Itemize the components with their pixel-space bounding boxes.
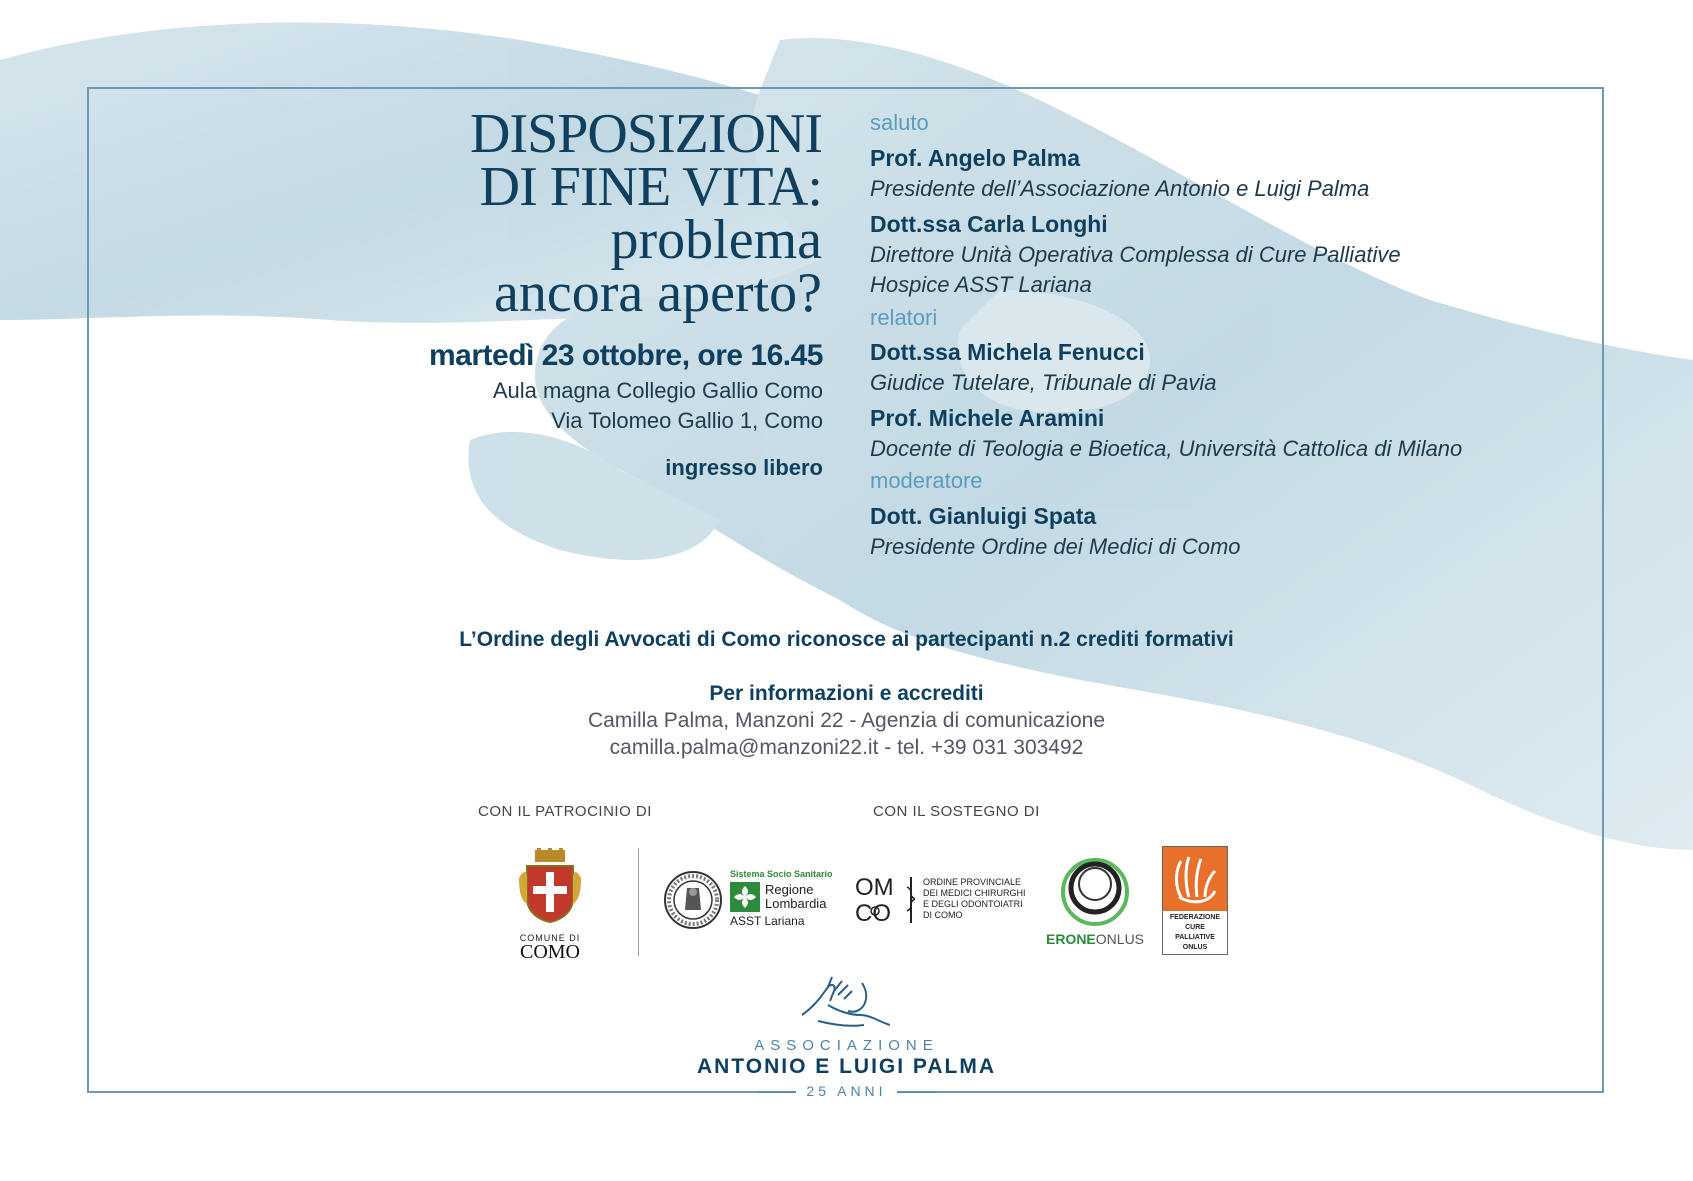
fcp-l3: PALLIATIVE [1175,934,1215,941]
omceo-l2: DEI MEDICI CHIRURGHI [923,888,1026,898]
speaker-name: Prof. Michele Aramini [870,405,1105,431]
comune-big-text: COMO [519,941,580,963]
event-venue: Aula magna Collegio Gallio Como [492,378,823,403]
association-logo [0,975,1693,1111]
event-date: martedì 23 ottobre, ore 16.45 [429,339,823,372]
speaker-role: Giudice Tutelare, Tribunale di Pavia [870,370,1217,395]
regione-top-text: Sistema Socio Sanitario [730,869,833,879]
speaker-name: Dott.ssa Carla Longhi [870,211,1108,237]
lombardia-rose-icon [730,882,760,912]
omceo-l4: DI COMO [923,910,963,920]
speaker-name: Dott. Gianluigi Spata [870,503,1097,529]
omceo-como-logo [855,873,1026,925]
speaker-role: Presidente dell’Associazione Antonio e Luigi Palma [870,176,1370,201]
omceo-l1: ORDINE PROVINCIALE [923,877,1022,887]
logo-divider [638,848,639,956]
speaker-role: Presidente Ordine dei Medici di Como [870,534,1241,559]
speaker-role: Docente di Teologia e Bioetica, Università Cattolica di Milano [870,436,1463,461]
association-line-3: 25 ANNI [796,1083,896,1099]
regione-l3: ASST Lariana [730,914,805,928]
program [870,108,1530,562]
erone-onlus-logo [1045,858,1145,947]
title-line-1: DISPOSIZIONI [470,103,822,165]
comune-small-text: COMUNE DI [519,933,581,943]
onlus-text: ONLUS [1095,931,1145,947]
speaker-name: Prof. Angelo Palma [870,145,1081,171]
title-line-3: problema [610,209,822,271]
regione-l2: Lombardia [765,896,827,911]
entry-note: ingresso libero [665,455,823,480]
event-title [470,103,822,324]
speaker-role: Direttore Unità Operativa Complessa di Cure Palliative [870,242,1401,267]
fcp-l2: CURE [1185,924,1205,931]
info-email-phone: camilla.palma@manzoni22.it - tel. +39 031 303492 [609,736,1084,759]
svg-text:OM: OM [855,874,894,901]
section-relatori: relatori [870,305,938,330]
hands-line-icon [798,975,894,1033]
seal-icon [663,870,723,930]
svg-text:CO: CO [855,900,891,925]
erone-rings-icon [1059,858,1131,926]
event-address: Via Tolomeo Gallio 1, Como [551,408,823,433]
patrocinio-label: CON IL PATROCINIO DI [478,803,652,820]
title-line-4: ancora aperto? [494,262,822,324]
regione-l1: Regione [765,882,814,897]
section-moderatore: moderatore [870,468,983,493]
regione-lombardia-logo [730,869,840,928]
como-crest-icon [517,848,583,924]
association-line-2: ANTONIO E LUIGI PALMA [696,1055,997,1078]
omceo-mark-icon [855,873,915,925]
erone-text: ERONE [1045,931,1096,947]
info-contact: Camilla Palma, Manzoni 22 - Agenzia di comunicazione [587,709,1106,732]
section-saluto: saluto [870,110,929,135]
hand-logo-icon [1163,847,1227,911]
fcp-l1: FEDERAZIONE [1169,914,1221,921]
omceo-l3: E DEGLI ODONTOIATRI [923,899,1023,909]
association-line-1: ASSOCIAZIONE [754,1037,939,1054]
federazione-cure-palliative-logo [1162,846,1228,955]
ospedale-como-seal-logo [663,870,723,935]
fcp-l4: ONLUS [1182,944,1208,951]
event-details [429,336,823,436]
credits-note: L’Ordine degli Avvocati di Como riconosce ai partecipanti n.2 crediti formativi [459,628,1234,651]
speaker-name: Dott.ssa Michela Fenucci [870,339,1145,365]
sostegno-label: CON IL SOSTEGNO DI [873,803,1040,820]
info-title: Per informazioni e accrediti [709,682,984,705]
speaker-role-line2: Hospice ASST Lariana [870,272,1092,297]
comune-di-como-logo [515,848,585,961]
title-line-2: DI FINE VITA: [479,156,822,218]
